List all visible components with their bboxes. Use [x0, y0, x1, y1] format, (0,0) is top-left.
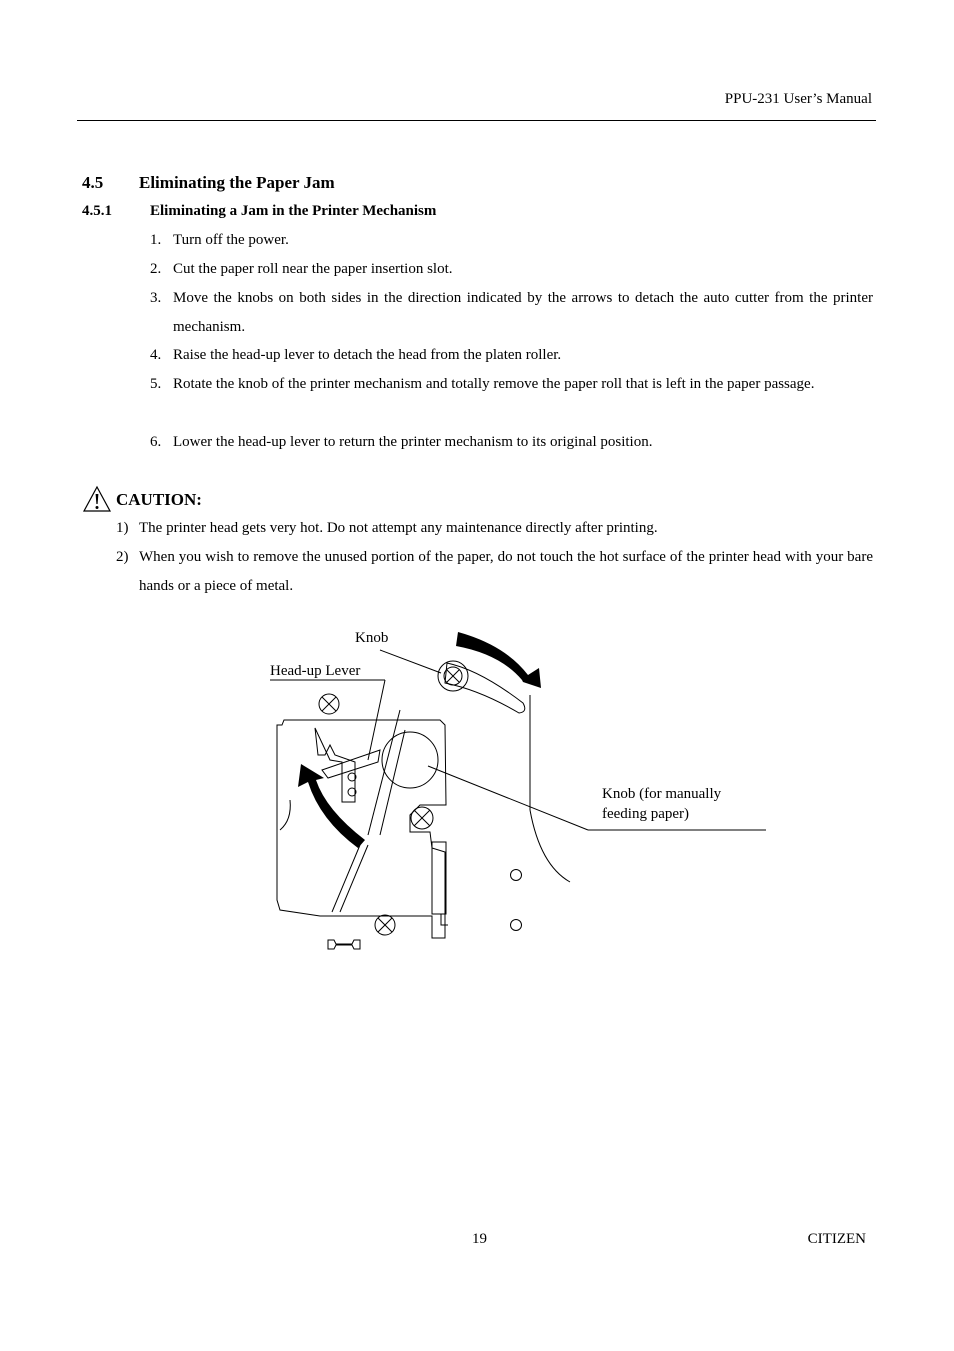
frame-detail	[280, 800, 290, 830]
knob-label: Knob	[355, 630, 389, 646]
caution-text: The printer head gets very hot. Do not attempt any maintenance directly after printing.	[139, 520, 658, 536]
step-item	[150, 255, 873, 284]
printer-mechanism-diagram	[260, 620, 780, 960]
caution-item	[116, 514, 873, 543]
step-number: 1.	[150, 232, 162, 248]
feed-knob	[382, 732, 438, 788]
screw-icon	[375, 915, 395, 935]
brand-name: CITIZEN	[807, 1231, 866, 1247]
step-item	[150, 226, 873, 255]
mounting-hole	[511, 920, 522, 931]
section-title: Eliminating the Paper Jam	[139, 173, 335, 192]
feed-knob-label-line2: feeding paper)	[602, 806, 690, 822]
caution-number: 2)	[116, 549, 129, 565]
subsection-title: Eliminating a Jam in the Printer Mechanism	[150, 203, 437, 219]
screw-icon	[438, 661, 468, 691]
step-text: Turn off the power.	[173, 232, 289, 248]
step-number: 6.	[150, 434, 162, 450]
lever-arm	[322, 750, 380, 778]
screw-icon	[411, 807, 433, 829]
page-number: 19	[472, 1231, 487, 1247]
step-number: 3.	[150, 290, 162, 306]
screw-icon	[319, 694, 339, 714]
step-number: 5.	[150, 376, 162, 392]
subsection-number: 4.5.1	[82, 203, 112, 219]
step-item	[150, 370, 873, 399]
header-rule	[77, 120, 876, 121]
step-number: 2.	[150, 261, 162, 277]
step-text: Cut the paper roll near the paper insertion slot.	[173, 261, 453, 277]
feed-knob-label-line1: Knob (for manually	[602, 786, 722, 802]
mounting-hole	[511, 870, 522, 881]
caution-item	[116, 543, 873, 601]
step-text: Move the knobs on both sides in the direction indicated by the arrows to detach the auto cutter from the printer mechanism.	[173, 290, 873, 335]
warning-triangle-icon	[82, 485, 112, 513]
caution-number: 1)	[116, 520, 129, 536]
paper-guide-line	[340, 845, 368, 912]
step-number: 4.	[150, 347, 162, 363]
step-text: Raise the head-up lever to detach the head from the platen roller.	[173, 347, 562, 363]
paper-guide-line	[332, 845, 360, 912]
rotate-arrow-icon	[456, 632, 541, 688]
bottom-clip	[328, 940, 360, 949]
step-text: Rotate the knob of the printer mechanism and totally remove the paper roll that is left in the paper passage.	[173, 376, 815, 392]
step-item	[150, 284, 873, 342]
caution-label: CAUTION:	[116, 490, 202, 509]
step-item	[150, 428, 873, 457]
step-item	[150, 341, 873, 370]
step-text: Lower the head-up lever to return the printer mechanism to its original position.	[173, 434, 653, 450]
feed-knob-leader-line	[428, 766, 588, 830]
caution-text: When you wish to remove the unused portion of the paper, do not touch the hot surface of the printer head with your bare hands or a piece of metal.	[139, 549, 873, 594]
section-number: 4.5	[82, 173, 104, 192]
manual-title: PPU-231 User’s Manual	[724, 91, 872, 107]
gear-rack	[432, 842, 446, 914]
knob-leader-line	[380, 650, 441, 673]
head-up-lever-label: Head-up Lever	[270, 663, 361, 679]
head-up-lever-body	[380, 730, 405, 835]
